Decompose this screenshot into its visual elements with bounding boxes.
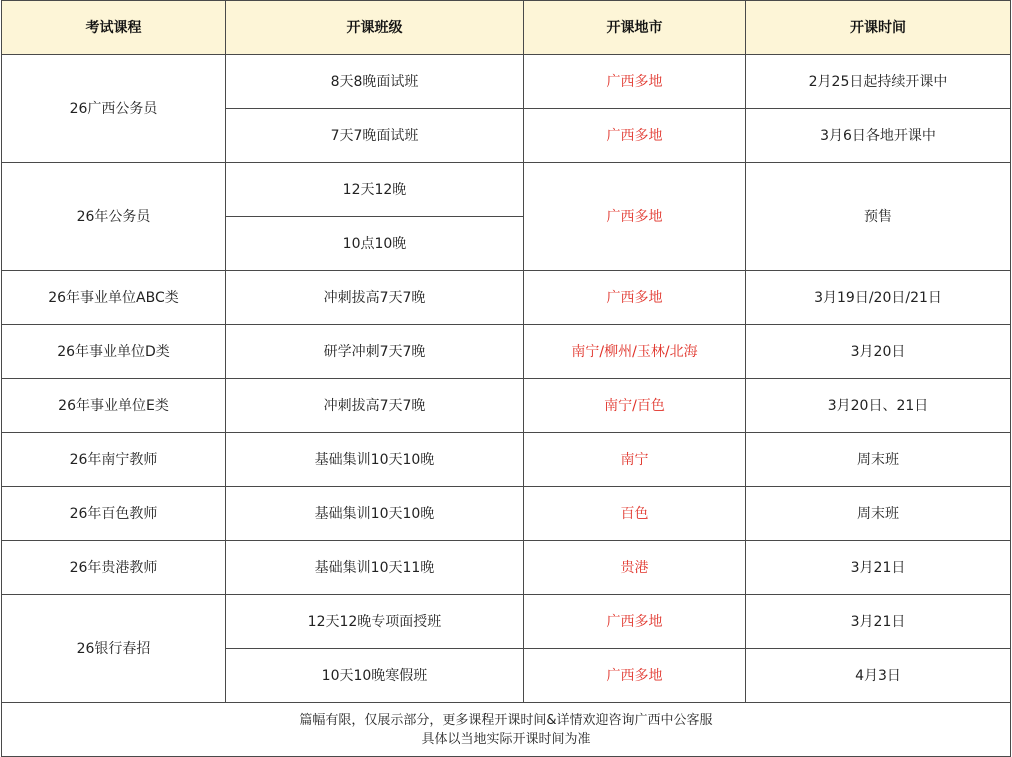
class-cell: 10天10晚寒假班 [226,649,524,703]
table-row [2,325,1011,379]
header-row [2,1,1011,55]
class-cell: 12天12晚 [226,163,524,217]
city-cell: 贵港 [524,541,746,595]
time-cell: 预售 [746,163,1011,271]
class-cell: 10点10晚 [226,217,524,271]
course-cell: 26年贵港教师 [2,541,226,595]
time-cell: 周末班 [746,487,1011,541]
city-cell: 广西多地 [524,109,746,163]
city-cell: 广西多地 [524,55,746,109]
time-cell: 周末班 [746,433,1011,487]
city-cell: 广西多地 [524,649,746,703]
time-cell: 3月21日 [746,541,1011,595]
class-cell: 基础集训10天11晚 [226,541,524,595]
class-cell: 7天7晚面试班 [226,109,524,163]
time-cell: 4月3日 [746,649,1011,703]
table-row [2,487,1011,541]
city-cell: 南宁 [524,433,746,487]
course-cell: 26年事业单位D类 [2,325,226,379]
footer-row [2,703,1011,757]
header-class: 开课班级 [226,1,524,55]
footer-line-2: 具体以当地实际开课时间为准 [421,731,591,747]
class-cell: 研学冲刺7天7晚 [226,325,524,379]
table-row [2,55,1011,109]
class-cell: 12天12晚专项面授班 [226,595,524,649]
course-cell: 26年事业单位E类 [2,379,226,433]
footer-line-1: 篇幅有限，仅展示部分，更多课程开课时间&详情欢迎咨询广西中公客服 [299,712,713,728]
course-cell: 26银行春招 [2,595,226,703]
header-city: 开课地市 [524,1,746,55]
course-schedule-table [1,0,1011,757]
class-cell: 基础集训10天10晚 [226,487,524,541]
time-cell: 3月21日 [746,595,1011,649]
class-cell: 8天8晚面试班 [226,55,524,109]
header-time: 开课时间 [746,1,1011,55]
course-cell: 26年南宁教师 [2,433,226,487]
city-cell: 百色 [524,487,746,541]
city-cell: 广西多地 [524,271,746,325]
table-row [2,595,1011,649]
header-course: 考试课程 [2,1,226,55]
table-row [2,379,1011,433]
time-cell: 3月20日、21日 [746,379,1011,433]
time-cell: 3月6日各地开课中 [746,109,1011,163]
course-cell: 26广西公务员 [2,55,226,163]
course-cell: 26年事业单位ABC类 [2,271,226,325]
course-cell: 26年百色教师 [2,487,226,541]
table-row [2,433,1011,487]
table-row [2,163,1011,217]
city-cell: 广西多地 [524,163,746,271]
time-cell: 3月19日/20日/21日 [746,271,1011,325]
footer-note [2,703,1011,757]
course-cell: 26年公务员 [2,163,226,271]
class-cell: 冲刺拔高7天7晚 [226,271,524,325]
city-cell: 广西多地 [524,595,746,649]
table-row [2,271,1011,325]
city-cell: 南宁/柳州/玉林/北海 [524,325,746,379]
table-row [2,541,1011,595]
class-cell: 冲刺拔高7天7晚 [226,379,524,433]
class-cell: 基础集训10天10晚 [226,433,524,487]
city-cell: 南宁/百色 [524,379,746,433]
time-cell: 3月20日 [746,325,1011,379]
time-cell: 2月25日起持续开课中 [746,55,1011,109]
